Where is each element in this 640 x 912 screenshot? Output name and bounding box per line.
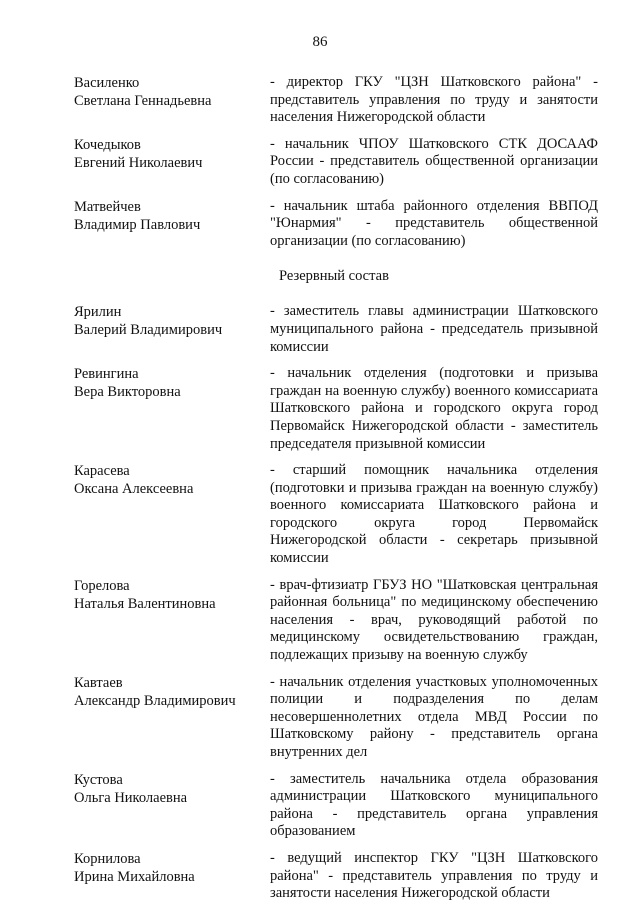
member-role: - врач-фтизиатр ГБУЗ НО "Шатковская центральная районная больница" по медицинскому обеспечению населения - врач, руководящий работой по медицинскому освидетельствованию граждан, подлежащих призыву на военную службу bbox=[270, 576, 598, 664]
member-role: - директор ГКУ "ЦЗН Шатковского района" - представитель управления по труду и занятости населения Нижегородской области bbox=[270, 74, 598, 126]
member-name bbox=[74, 462, 270, 568]
member-role: - заместитель начальника отдела образования администрации Шатковского муниципального района - представитель органа управления образованием bbox=[270, 770, 598, 840]
member-name bbox=[74, 198, 270, 251]
commission-list bbox=[74, 74, 598, 912]
member-name bbox=[74, 74, 270, 127]
reserve-member-entry bbox=[74, 674, 598, 762]
member-given-name: Александр Владимирович bbox=[74, 692, 236, 709]
member-name bbox=[74, 577, 270, 665]
member-name bbox=[74, 303, 270, 356]
member-name bbox=[74, 674, 270, 762]
member-given-name: Владимир Павлович bbox=[74, 216, 201, 233]
reserve-member-entry bbox=[74, 577, 598, 665]
member-given-name: Ольга Николаевна bbox=[74, 789, 188, 806]
member-surname: Ревингина bbox=[74, 366, 139, 383]
member-given-name: Ирина Михайловна bbox=[74, 868, 195, 885]
member-surname: Кавтаев bbox=[74, 674, 123, 691]
member-surname: Корнилова bbox=[74, 850, 141, 867]
member-entry bbox=[74, 74, 598, 127]
member-entry bbox=[74, 136, 598, 189]
member-given-name: Наталья Валентиновна bbox=[74, 595, 216, 612]
member-surname: Кочедыков bbox=[74, 136, 141, 153]
member-surname: Горелова bbox=[74, 577, 130, 594]
reserve-member-entry bbox=[74, 771, 598, 841]
member-surname: Василенко bbox=[74, 75, 140, 91]
reserve-member-entry bbox=[74, 850, 598, 903]
member-role: - начальник отделения (подготовки и призыва граждан на военную службу) военного комиссариата Шатковского района и городского округа город Первомайск Нижегородской области - заместитель председателя призывной комиссии bbox=[270, 365, 598, 452]
member-entry bbox=[74, 198, 598, 251]
reserve-member-entry bbox=[74, 303, 598, 356]
member-surname: Кустова bbox=[74, 771, 123, 788]
member-given-name: Вера Викторовна bbox=[74, 384, 181, 401]
member-role: - старший помощник начальника отделения (подготовки и призыва граждан на военную службу) военного комиссариата Шатковского района и городского округа город Первомайск Нижегородской области - секретарь призывной комиссии bbox=[270, 462, 598, 567]
reserve-member-entry bbox=[74, 365, 598, 453]
reserve-member-entry bbox=[74, 462, 598, 568]
member-role: - начальник штаба районного отделения ВВПОД "Юнармия" - представитель общественной организации (по согласованию) bbox=[270, 197, 598, 249]
member-name bbox=[74, 365, 270, 453]
member-given-name: Оксана Алексеевна bbox=[74, 481, 194, 498]
reserve-section-heading: Резервный состав bbox=[279, 268, 389, 285]
member-given-name: Евгений Николаевич bbox=[74, 154, 203, 171]
member-role: - начальник ЧПОУ Шатковского СТК ДОСААФ России - представитель общественной организации (по согласованию) bbox=[270, 135, 598, 187]
member-name bbox=[74, 136, 270, 189]
member-given-name: Валерий Владимирович bbox=[74, 322, 223, 339]
member-name bbox=[74, 771, 270, 841]
member-given-name: Светлана Геннадьевна bbox=[74, 93, 212, 109]
member-name bbox=[74, 850, 270, 903]
member-surname: Матвейчев bbox=[74, 198, 141, 215]
member-role: - заместитель главы администрации Шатковского муниципального района - председатель призывной комиссии bbox=[270, 303, 598, 355]
member-surname: Карасева bbox=[74, 463, 130, 480]
member-role: - начальник отделения участковых уполномоченных полиции и подразделения по делам несовершеннолетних отдела МВД России по Шатковскому району - представитель органа внутренних дел bbox=[270, 673, 598, 760]
member-role: - ведущий инспектор ГКУ "ЦЗН Шатковского района" - представитель управления по труду и занятости населения Нижегородской области bbox=[270, 849, 598, 902]
page-number: 86 bbox=[312, 34, 328, 50]
member-surname: Ярилин bbox=[74, 304, 122, 321]
